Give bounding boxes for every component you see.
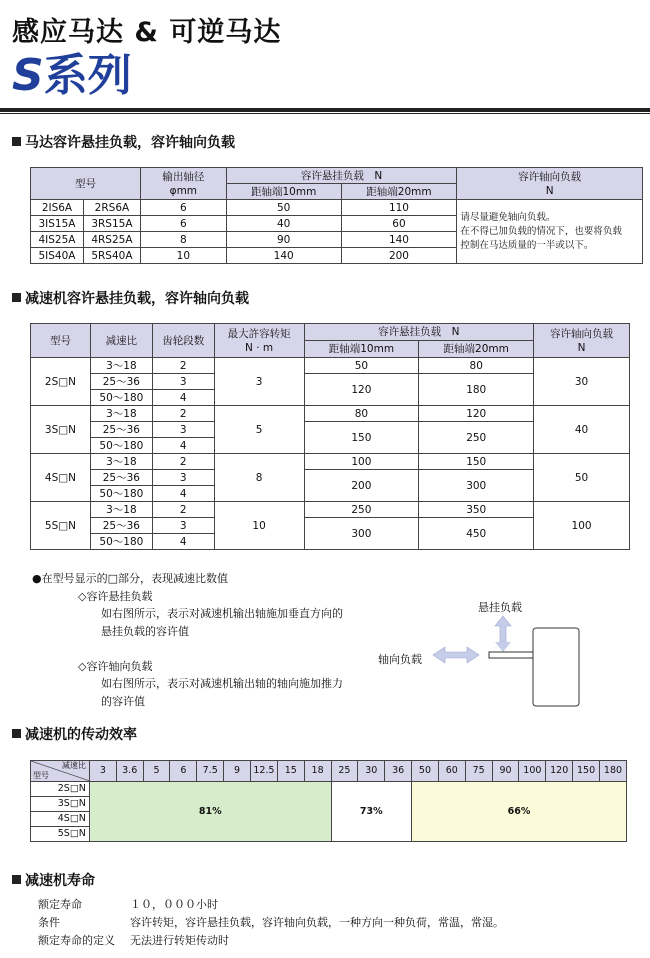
ratio-cell: 3～18 [90,358,152,374]
overhang-d10-cell: 150 [304,422,419,454]
col-header-torque: 最大許容转矩 N · m [214,324,304,358]
ratio-header-cell: 7.5 [197,761,224,782]
gearhead-body [533,628,579,706]
load-diagram [425,612,580,707]
model-cell: 4S□N [31,812,90,827]
col-header-stages: 齿轮段数 [152,324,214,358]
overhang-d10-cell: 100 [304,454,419,470]
overhang-note-line1: 如右图所示，表示对减速机输出轴施加垂直方向的 [101,607,343,620]
bullet-square-icon [12,729,21,738]
overhang-d20-cell: 150 [419,454,534,470]
col-header-d20: 距轴端20mm [419,341,534,358]
ratio-cell: 25～36 [90,470,152,486]
ratio-cell: 50～180 [90,534,152,550]
ratio-header-cell: 60 [438,761,465,782]
stages-cell: 4 [152,438,214,454]
corner-cell: 减速比 型号 [31,761,90,782]
table-row [31,454,630,470]
overhang-d20-cell: 300 [419,470,534,502]
motor-load-table [30,167,643,264]
header-divider [0,108,650,112]
ratio-cell: 3～18 [90,502,152,518]
ratio-cell: 25～36 [90,374,152,390]
ratio-header-cell: 150 [573,761,600,782]
overhang-d20-cell: 120 [419,406,534,422]
stages-cell: 2 [152,406,214,422]
axial-cell: 100 [534,502,630,550]
col-header-d20: 距轴端20mm [341,184,457,200]
ratio-header-cell: 15 [277,761,304,782]
page-title: 感应马达 & 可逆马达 [12,17,282,48]
model-note: ●在型号显示的□部分，表现减速比数值 [32,572,228,585]
efficiency-eff1-cell: 81% [89,782,331,842]
overhang-d10-cell: 250 [304,502,419,518]
ratio-cell: 50～180 [90,438,152,454]
col-header-shaft: 输出轴径 φmm [140,168,226,200]
table-row: 4IS25A 4RS25A 8 90 140 [31,232,643,248]
overhang-d20-cell: 180 [419,374,534,406]
axial-note-title: ◇容许轴向负载 [78,660,153,673]
stages-cell: 3 [152,518,214,534]
ratio-header-cell: 50 [412,761,439,782]
bullet-square-icon [12,293,21,302]
ratio-header-cell: 36 [385,761,412,782]
ratio-cell: 50～180 [90,486,152,502]
model-cell: 3S□N [31,797,90,812]
overhang-d10-cell: 300 [304,518,419,550]
col-header-overhang: 容许悬挂负载 N [226,168,457,184]
stages-cell: 4 [152,390,214,406]
torque-cell: 5 [214,406,304,454]
ratio-header-cell: 100 [519,761,546,782]
series-label: 系列 [43,50,132,101]
overhang-d10-cell: 120 [304,374,419,406]
col-header-axial: 容许轴向负载 N [457,168,643,200]
stages-cell: 4 [152,534,214,550]
ratio-header-cell: 6 [170,761,197,782]
table-row [31,782,627,797]
overhang-arrow-icon [495,616,511,652]
stages-cell: 3 [152,374,214,390]
table-row [31,502,630,518]
ratio-header-cell: 75 [465,761,492,782]
ratio-header-cell: 18 [304,761,331,782]
ratio-cell: 3～18 [90,454,152,470]
col-header-d10: 距轴端10mm [226,184,341,200]
table-row [31,358,630,374]
fig-axial-label: 轴向负载 [378,653,422,666]
life-row-definition: 额定寿命的定义 无法进行转矩传动时 [38,934,229,947]
section-life-title: 减速机寿命 [12,870,95,890]
overhang-d10-cell: 80 [304,406,419,422]
ratio-cell: 50～180 [90,390,152,406]
life-row-condition: 条件 容许转矩，容许悬挂负载，容许轴向负载，一种方向一种负荷，常温，常湿。 [38,916,504,929]
col-header-ratio: 减速比 [90,324,152,358]
model-cell: 2S□N [31,358,91,406]
table-row: 5IS40A 5RS40A 10 140 200 [31,248,643,264]
axial-cell: 30 [534,358,630,406]
section-efficiency-title: 减速机的传动效率 [12,724,137,744]
stages-cell: 2 [152,502,214,518]
torque-cell: 3 [214,358,304,406]
axial-cell: 50 [534,454,630,502]
efficiency-eff2-cell: 73% [331,782,412,842]
section-gearhead-load-title: 减速机容许悬挂负载，容许轴向负载 [12,288,249,308]
ratio-header-cell: 12.5 [250,761,277,782]
series-logo-letter: S [12,50,44,101]
col-header-model: 型号 [31,168,141,200]
table-row: 2IS6A 2RS6A 6 50 110 请尽量避免轴向负载。 在不得已加负载的情况下，也要将负载 控制在马达质量的一半或以下。 [31,200,643,216]
overhang-note-title: ◇容许悬挂负载 [78,590,153,603]
stages-cell: 4 [152,486,214,502]
axial-cell: 40 [534,406,630,454]
col-header-model: 型号 [31,324,91,358]
overhang-d10-cell: 50 [304,358,419,374]
ratio-header-cell: 180 [600,761,627,782]
stages-cell: 3 [152,470,214,486]
efficiency-eff3-cell: 66% [412,782,627,842]
overhang-d20-cell: 450 [419,518,534,550]
ratio-header-cell: 120 [546,761,573,782]
overhang-d20-cell: 80 [419,358,534,374]
stages-cell: 2 [152,358,214,374]
gearhead-load-table [30,323,630,550]
efficiency-table [30,760,627,842]
bullet-square-icon [12,137,21,146]
model-cell: 2S□N [31,782,90,797]
ratio-cell: 25～36 [90,518,152,534]
torque-cell: 8 [214,454,304,502]
overhang-note-line2: 悬挂负载的容许值 [101,625,189,638]
header-divider-thin [0,113,650,114]
axial-arrow-icon [433,647,479,663]
axial-note-line1: 如右图所示，表示对减速机输出轴的轴向施加推力 [101,677,343,690]
output-shaft [489,652,533,658]
col-header-d10: 距轴端10mm [304,341,419,358]
axial-note-line2: 的容许值 [101,695,145,708]
life-row-rated: 额定寿命 １０，０００小时 [38,898,218,911]
axial-note: 请尽量避免轴向负载。 在不得已加负载的情况下，也要将负载 控制在马达质量的一半或以下。 [457,200,643,264]
model-cell: 4S□N [31,454,91,502]
model-cell: 5S□N [31,502,91,550]
ratio-cell: 25～36 [90,422,152,438]
fig-overhang-label: 悬挂负载 [478,601,522,614]
ratio-header-cell: 9 [224,761,251,782]
ratio-header-cell: 3.6 [116,761,143,782]
model-cell: 5S□N [31,827,90,842]
overhang-d20-cell: 350 [419,502,534,518]
bullet-square-icon [12,875,21,884]
col-header-overhang: 容许悬挂负载 N [304,324,534,341]
stages-cell: 3 [152,422,214,438]
series-title [12,52,132,100]
ratio-header-cell: 25 [331,761,358,782]
model-cell: 3S□N [31,406,91,454]
ratio-header-cell: 30 [358,761,385,782]
ratio-header-cell: 3 [89,761,116,782]
table-row [31,406,630,422]
torque-cell: 10 [214,502,304,550]
overhang-d10-cell: 200 [304,470,419,502]
ratio-cell: 3～18 [90,406,152,422]
ratio-header-cell: 5 [143,761,170,782]
section-motor-load-title: 马达容许悬挂负载，容许轴向负载 [12,132,235,152]
col-header-axial: 容许轴向负载 N [534,324,630,358]
ratio-header-cell: 90 [492,761,519,782]
table-row: 3IS15A 3RS15A 6 40 60 [31,216,643,232]
stages-cell: 2 [152,454,214,470]
overhang-d20-cell: 250 [419,422,534,454]
